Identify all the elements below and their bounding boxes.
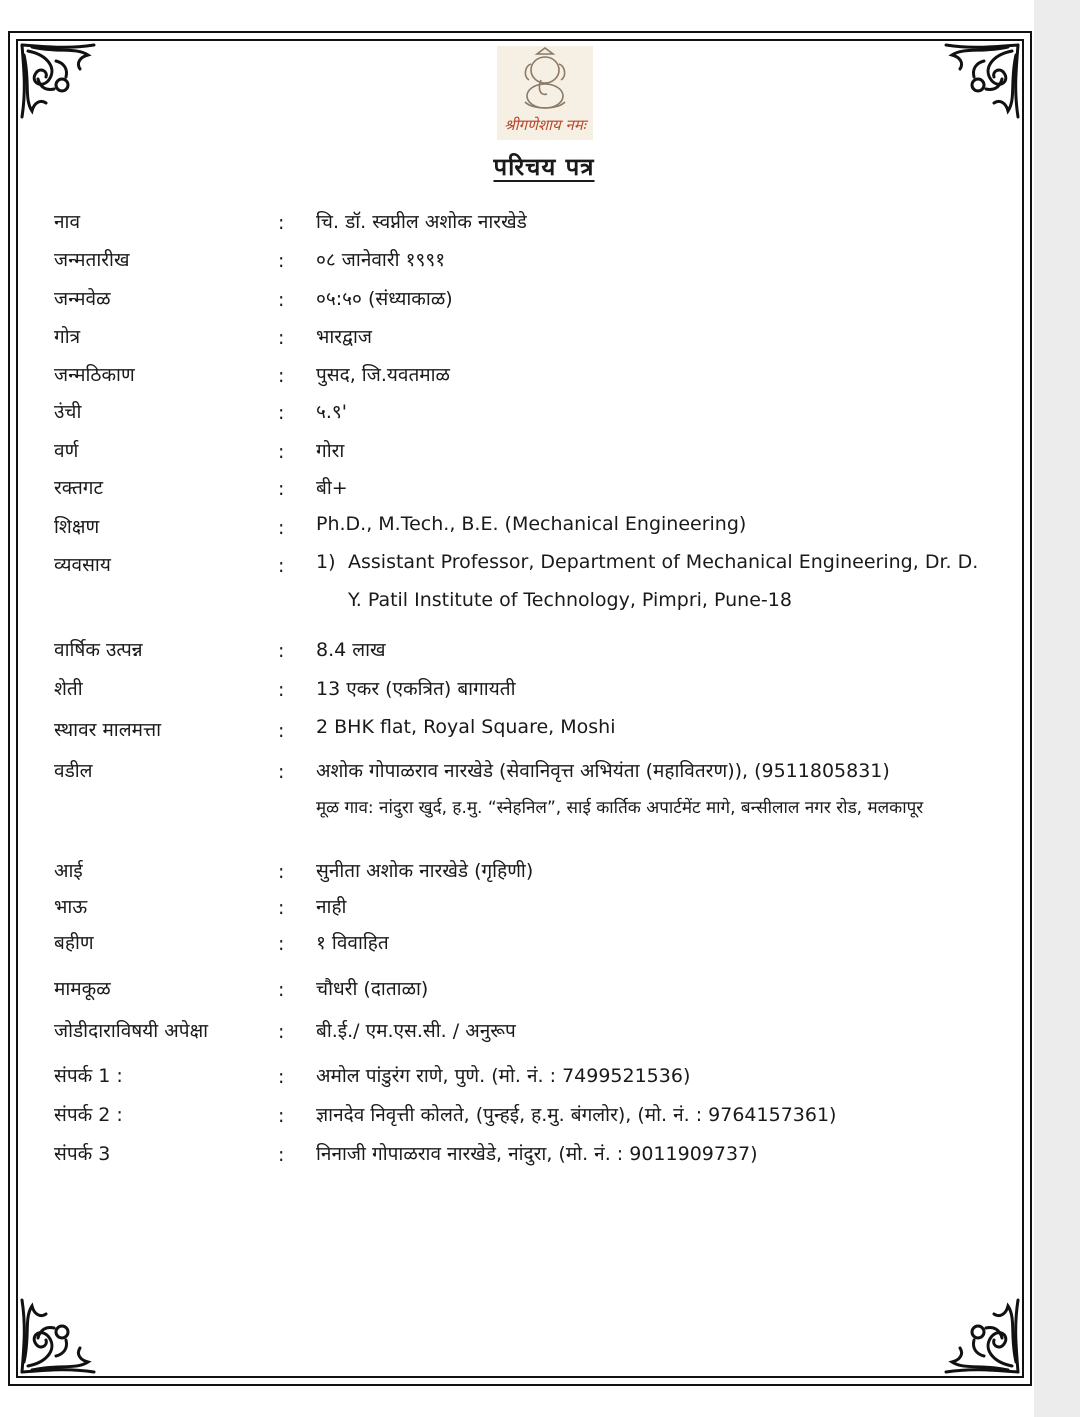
field-label: जन्मवेळ: [54, 288, 111, 310]
ornament-corner-icon: [18, 41, 98, 121]
separator-colon: :: [278, 289, 285, 311]
field-label: जन्मतारीख: [54, 249, 130, 271]
separator-colon: :: [278, 1021, 285, 1043]
field-label: स्थावर मालमत्ता: [54, 719, 162, 741]
right-margin: [1034, 0, 1080, 1417]
ornament-corner-icon: [942, 41, 1022, 121]
separator-colon: :: [278, 679, 285, 701]
field-label: गोत्र: [54, 326, 81, 348]
field-label: शिक्षण: [54, 516, 100, 538]
separator-colon: :: [278, 478, 285, 500]
field-label: भाऊ: [54, 896, 88, 918]
separator-colon: :: [278, 517, 285, 539]
separator-colon: :: [278, 1105, 285, 1127]
field-label: वार्षिक उत्पन्न: [54, 639, 143, 661]
field-value: ०८ जानेवारी १९९१: [316, 249, 446, 271]
separator-colon: :: [278, 1144, 285, 1166]
page-border-inner: [16, 39, 1024, 1378]
field-label: व्यवसाय: [54, 554, 111, 576]
separator-colon: :: [278, 250, 285, 272]
field-value: चि. डॉ. स्वप्नील अशोक नारखेडे: [316, 211, 527, 233]
ganesha-logo-icon: [497, 46, 593, 140]
field-value: [316, 543, 1006, 619]
separator-colon: :: [278, 640, 285, 662]
field-label: संपर्क 3: [54, 1143, 111, 1165]
field-label: जन्मठिकाण: [54, 364, 135, 386]
field-value: भारद्वाज: [316, 326, 372, 348]
field-value: अमोल पांडुरंग राणे, पुणे. (मो. नं. : 7499521536): [316, 1065, 691, 1087]
field-label: उंची: [54, 401, 82, 423]
value-line: Assistant Professor, Department of Mechanical Engineering, Dr. D.: [348, 551, 979, 573]
separator-colon: :: [278, 441, 285, 463]
field-value: अशोक गोपाळराव नारखेडे (सेवानिवृत्त अभियंता (महावितरण)), (9511805831): [316, 760, 890, 782]
separator-colon: :: [278, 1066, 285, 1088]
field-label: शेती: [54, 678, 83, 700]
field-label: आई: [54, 860, 83, 882]
separator-colon: :: [278, 897, 285, 919]
field-value: 8.4 लाख: [316, 639, 386, 661]
separator-colon: :: [278, 212, 285, 234]
separator-colon: :: [278, 365, 285, 387]
field-value: बी.ई./ एम.एस.सी. / अनुरूप: [316, 1020, 516, 1042]
field-value: ज्ञानदेव निवृत्ती कोलते, (पुन्हई, ह.मु. बंगलोर), (मो. नं. : 9764157361): [316, 1104, 837, 1126]
value-line: Y. Patil Institute of Technology, Pimpri, Pune-18: [348, 589, 792, 611]
list-number: 1): [316, 551, 336, 573]
field-label: बहीण: [54, 932, 94, 954]
field-value: Ph.D., M.Tech., B.E. (Mechanical Engineering): [316, 513, 747, 535]
field-label: संपर्क 2 :: [54, 1104, 123, 1126]
field-value: १ विवाहित: [316, 932, 389, 954]
field-value: गोरा: [316, 440, 345, 462]
ornament-corner-icon: [942, 1296, 1022, 1376]
field-label: नाव: [54, 211, 81, 233]
field-label: संपर्क 1 :: [54, 1065, 123, 1087]
separator-colon: :: [278, 861, 285, 883]
separator-colon: :: [278, 720, 285, 742]
field-label: मामकूळ: [54, 978, 111, 1000]
separator-colon: :: [278, 761, 285, 783]
field-value: बी+: [316, 477, 348, 499]
field-value: सुनीता अशोक नारखेडे (गृहिणी): [316, 860, 534, 882]
field-value: ५.९': [316, 401, 348, 423]
field-label: जोडीदाराविषयी अपेक्षा: [54, 1020, 209, 1042]
field-subvalue: मूळ गाव: नांदुरा खुर्द, ह.मु. “स्नेहनिल”, साई कार्तिक अपार्टमेंट मागे, बन्सीलाल नगर रोड, मलकापूर: [316, 798, 924, 818]
logo-text: श्रीगणेशाय नमः: [504, 116, 586, 134]
field-value: 13 एकर (एकत्रित) बागायती: [316, 678, 516, 700]
separator-colon: :: [278, 555, 285, 577]
ornament-corner-icon: [18, 1296, 98, 1376]
page-title: परिचय पत्र: [493, 153, 595, 181]
field-value: पुसद, जि.यवतमाळ: [316, 364, 451, 386]
field-label: वडील: [54, 760, 93, 782]
field-value: नाही: [316, 896, 347, 918]
separator-colon: :: [278, 327, 285, 349]
field-value: 2 BHK flat, Royal Square, Moshi: [316, 716, 616, 738]
field-value: निनाजी गोपाळराव नारखेडे, नांदुरा, (मो. नं. : 9011909737): [316, 1143, 758, 1165]
separator-colon: :: [278, 402, 285, 424]
field-value: ०५:५० (संध्याकाळ): [316, 288, 453, 310]
field-label: रक्तगट: [54, 477, 104, 499]
separator-colon: :: [278, 933, 285, 955]
separator-colon: :: [278, 979, 285, 1001]
field-value: चौधरी (दाताळा): [316, 978, 429, 1000]
field-label: वर्ण: [54, 440, 79, 462]
